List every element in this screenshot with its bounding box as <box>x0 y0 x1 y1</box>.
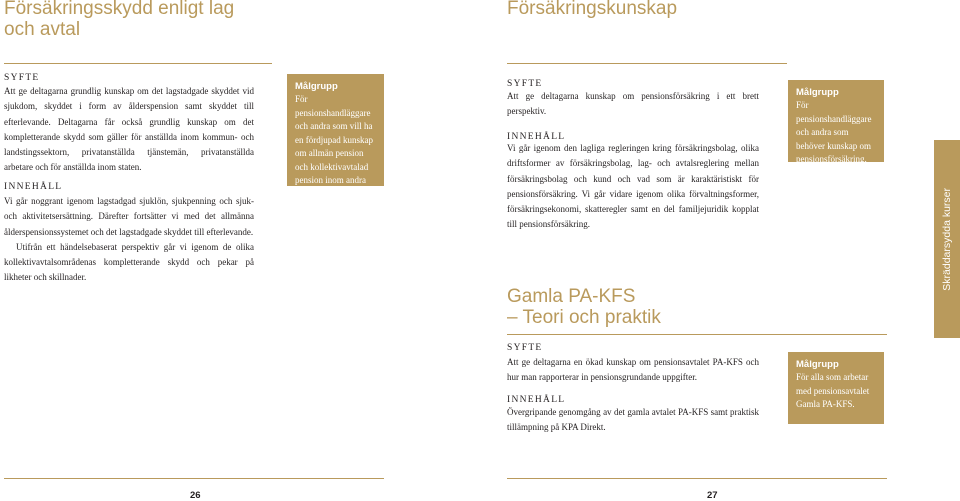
right-s1-box-text: För pensionshandläggare och andra som behöver kunskap om pensionsförsäkring. <box>796 100 872 164</box>
right-s2-box-text: För alla som arbetar med pensionsavtalet Gamla PA-KFS. <box>796 372 870 409</box>
left-page-number: 26 <box>190 490 201 501</box>
right-s2-title-line1: Gamla PA-KFS <box>507 286 636 307</box>
left-title-line2: och avtal <box>4 19 81 40</box>
right-s2-syfte-label: SYFTE <box>507 343 543 353</box>
right-s2-box-title: Målgrupp <box>796 359 839 370</box>
left-box-text: För pensionshandläggare och andra som vill ha en fördjupad kunskap om allmän pension och kollektivavtalad pension inom andra sektorer. <box>295 94 373 199</box>
right-s2-target-group-box <box>788 352 884 424</box>
right-s2-title-line2: – Teori och praktik <box>507 307 661 328</box>
right-s2-syfte-paragraph: Att ge deltagarna en ökad kunskap om pensionsavtalet PA-KFS och hur man rapporterar in pensionsgrundande uppgifter. <box>507 357 759 383</box>
right-page-title: Försäkringskunskap <box>507 0 678 19</box>
left-target-group-box <box>287 74 384 199</box>
left-syfte-paragraph: Att ge deltagarna grundlig kunskap om det lagstadgade skyddet vid sjukdom, skyddet i form av ålderspension samt skyddet till efterlevande. Deltagarna får också grundlig kunskap om det kompletterande skydd som gäller för anställda inom kommun- och landstingssektorn, privatanställda tjänstemän, privatanställda arbetare och för anställda inom staten. <box>4 86 254 173</box>
left-innehall-text <box>4 194 254 286</box>
side-tab-label: Skräddarsydda kurser <box>941 187 953 291</box>
right-s1-innehall-label: INNEHÅLL <box>507 132 566 142</box>
left-syfte-text <box>4 84 254 176</box>
right-s2-innehall-text <box>507 405 759 436</box>
left-divider <box>4 63 272 64</box>
left-syfte-label: SYFTE <box>4 73 40 83</box>
right-page-number: 27 <box>707 490 718 501</box>
left-title-line1: Försäkringsskydd enligt lag <box>4 0 235 19</box>
right-s2-title <box>507 286 661 328</box>
left-innehall-label: INNEHÅLL <box>4 182 63 192</box>
left-footer-line <box>4 478 384 479</box>
left-innehall-paragraph-2: Utifrån ett händelsebaserat perspektiv går vi igenom de olika kollektivavtalsområdenas kompletterande skydd och pekar på likheter och skillnader. <box>4 241 254 283</box>
left-innehall-paragraph-1: Vi går noggrant igenom lagstadgad sjuklön, sjukpenning och sjuk- och aktivitetsersättning. Därefter fortsätter vi med det allmänna ålderspensionssystemet och det lagstadgade skyddet till efterlevande. <box>4 196 254 237</box>
right-s1-innehall-paragraph: Vi går igenom den lagliga regleringen kring försäkringsbolag, olika driftsformer av försäkringsbolag, lag- och avtalsreglering mellan försäkringsbolag och kund och vad som är karaktäristiskt för pensionsförsäkring. Vi går vidare igenom olika förvaltningsformer, försäkringsekonomi, skatteregler samt en del familjejuridik kopplat till pensionsförsäkring. <box>507 143 759 230</box>
right-s1-syfte-text <box>507 89 759 120</box>
right-footer-line <box>507 478 887 479</box>
right-s1-target-group-box <box>788 80 884 162</box>
right-s2-syfte-text <box>507 355 759 386</box>
side-tab <box>934 140 960 338</box>
right-s1-box-title: Målgrupp <box>796 87 839 98</box>
right-s1-syfte-label: SYFTE <box>507 79 543 89</box>
right-s2-innehall-label: INNEHÅLL <box>507 395 566 405</box>
left-page-title <box>4 0 304 40</box>
right-divider-1 <box>507 63 787 64</box>
right-s1-syfte-paragraph: Att ge deltagarna kunskap om pensionsförsäkring i ett brett perspektiv. <box>507 91 759 117</box>
right-s2-innehall-paragraph: Övergripande genomgång av det gamla avtalet PA-KFS samt praktisk tillämpning på KPA Direkt. <box>507 407 759 433</box>
left-box-title: Målgrupp <box>295 81 338 92</box>
right-divider-2 <box>507 334 887 335</box>
right-s1-innehall-text <box>507 141 759 233</box>
